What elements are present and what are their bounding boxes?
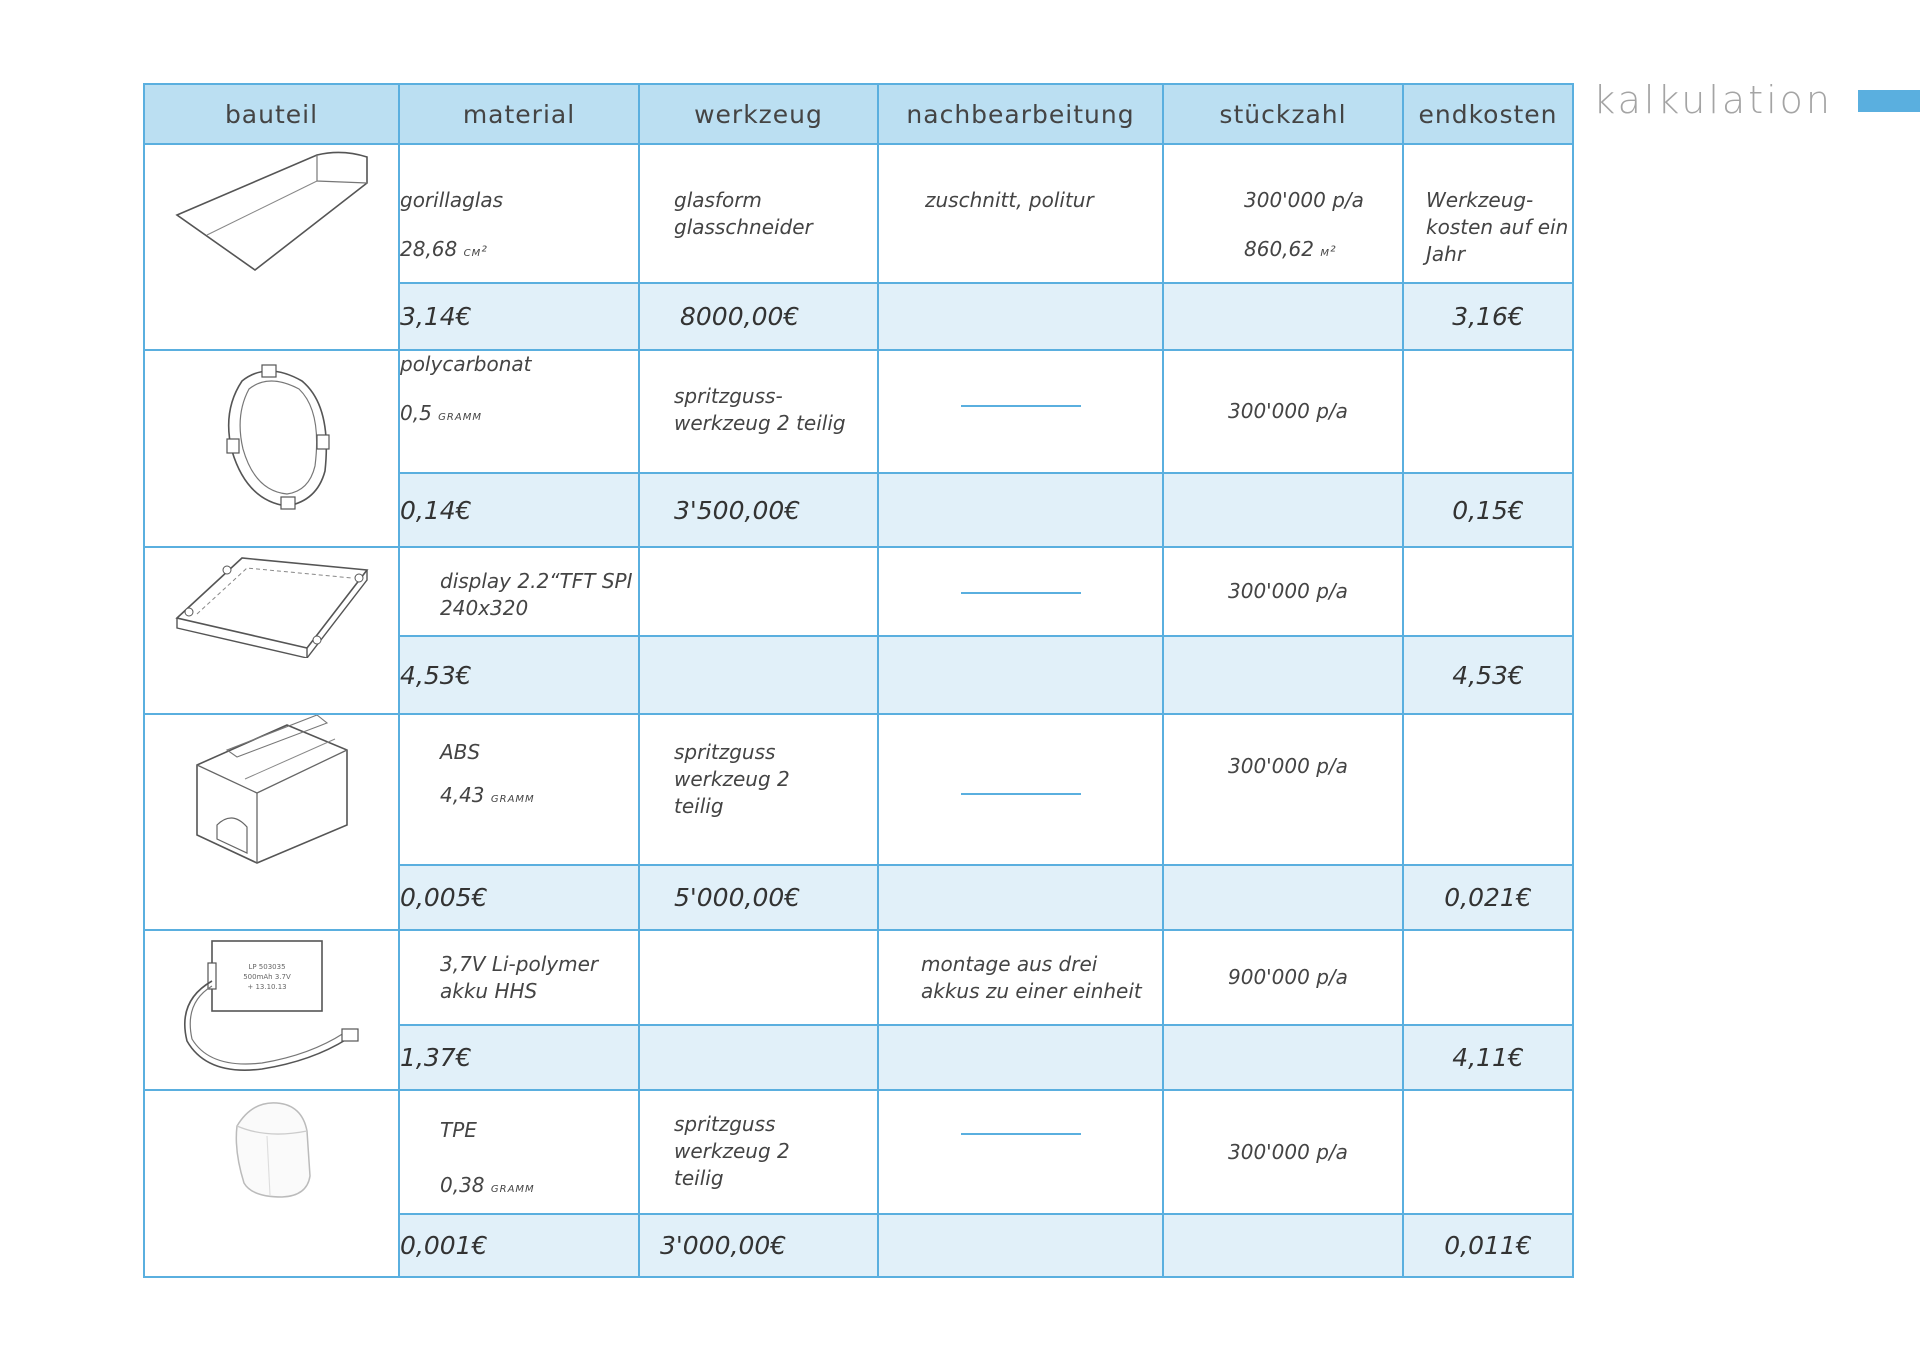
- endkosten-empty: [1403, 1090, 1573, 1214]
- stueckzahl-area: 860,62: [1244, 237, 1314, 261]
- component-image-cell: [144, 547, 399, 714]
- component-image-cell: [144, 714, 399, 930]
- material-amount: 4,43: [440, 783, 485, 807]
- material-amount-line: [400, 236, 638, 266]
- svg-text:500mAh 3.7V: 500mAh 3.7V: [242, 973, 291, 981]
- stueckzahl-area-line: [1244, 236, 1402, 266]
- material-amount-line: [400, 400, 638, 430]
- nachbearbeitung-cell: [878, 714, 1163, 865]
- material-cell: [399, 144, 639, 283]
- werkzeug-cell: glasform glasschneider: [639, 144, 878, 283]
- material-unit: gramm: [490, 1180, 535, 1196]
- nachbearbeitung-cell: [878, 350, 1163, 473]
- header-werkzeug: werkzeug: [639, 84, 878, 144]
- stueckzahl-cell: 300'000 p/a: [1163, 547, 1403, 636]
- material-cost: 4,53€: [399, 636, 639, 714]
- header-endkosten: endkosten: [1403, 84, 1573, 144]
- header-bauteil: bauteil: [144, 84, 399, 144]
- nachbearbeitung-cost-empty: [878, 1025, 1163, 1090]
- material-cell: [399, 714, 639, 865]
- material-cell: [399, 350, 639, 473]
- table-row-info: [144, 930, 1573, 1025]
- stueckzahl-cell: 300'000 p/a: [1163, 350, 1403, 473]
- empty-dash: [961, 405, 1081, 407]
- nachbearbeitung-cell: [878, 1090, 1163, 1214]
- material-name: polycarbonat: [400, 352, 532, 376]
- housing-box-icon: [187, 715, 357, 865]
- endkosten-empty: [1403, 547, 1573, 636]
- material-cell: display 2.2“TFT SPI 240x320: [399, 547, 639, 636]
- stueckzahl-area-unit: m²: [1320, 244, 1337, 260]
- material-amount: 0,38: [440, 1173, 485, 1197]
- werkzeug-cost: 3'500,00€: [639, 473, 878, 547]
- svg-text:LP 503035: LP 503035: [247, 963, 286, 971]
- nachbearbeitung-cost-empty: [878, 1214, 1163, 1277]
- title-accent-bar: [1858, 90, 1920, 112]
- table-row-info: [144, 144, 1573, 283]
- table-row-info: [144, 714, 1573, 865]
- endkosten-value: 4,53€: [1403, 636, 1573, 714]
- material-name: TPE: [440, 1118, 477, 1142]
- material-cell: [399, 1090, 639, 1214]
- header-stueckzahl: stückzahl: [1163, 84, 1403, 144]
- werkzeug-empty: [639, 930, 878, 1025]
- svg-text:+ 13.10.13: + 13.10.13: [246, 983, 287, 991]
- frame-ring-icon: [207, 351, 337, 516]
- empty-dash: [961, 793, 1081, 795]
- stueckzahl-cost-empty: [1163, 636, 1403, 714]
- endkosten-value: 4,11€: [1403, 1025, 1573, 1090]
- material-cost: 0,001€: [399, 1214, 639, 1277]
- display-module-icon: [167, 548, 377, 658]
- calculation-table: [143, 83, 1574, 1278]
- tpe-cap-icon: [222, 1091, 322, 1201]
- nachbearbeitung-cost-empty: [878, 473, 1163, 547]
- material-amount: 0,5: [400, 401, 432, 425]
- header-row: [144, 84, 1573, 144]
- werkzeug-cell: spritzguss-werkzeug 2 teilig: [639, 350, 878, 473]
- endkosten-empty: [1403, 930, 1573, 1025]
- material-cost: 3,14€: [399, 283, 639, 350]
- material-amount: 28,68: [400, 237, 458, 261]
- werkzeug-empty: [639, 547, 878, 636]
- nachbearbeitung-cost-empty: [878, 283, 1163, 350]
- endkosten-note: Werkzeug-kosten auf ein Jahr: [1403, 144, 1573, 283]
- endkosten-empty: [1403, 350, 1573, 473]
- table-row-info: [144, 547, 1573, 636]
- stueckzahl-cost-empty: [1163, 1214, 1403, 1277]
- battery-pack-icon: [172, 931, 372, 1081]
- material-cost: 1,37€: [399, 1025, 639, 1090]
- stueckzahl-cell: 300'000 p/a: [1163, 1090, 1403, 1214]
- header-nachbearbeitung: nachbearbeitung: [878, 84, 1163, 144]
- stueckzahl-cost-empty: [1163, 865, 1403, 930]
- endkosten-value: 0,15€: [1403, 473, 1573, 547]
- stueckzahl-cost-empty: [1163, 283, 1403, 350]
- component-image-cell: [144, 930, 399, 1090]
- endkosten-value: 0,021€: [1403, 865, 1573, 930]
- material-unit: gramm: [438, 408, 482, 424]
- material-name: gorillaglas: [400, 188, 504, 212]
- header-material: material: [399, 84, 639, 144]
- werkzeug-cost: 3'000,00€: [639, 1214, 878, 1277]
- component-image-cell: [144, 350, 399, 547]
- material-amount-line: [440, 782, 638, 812]
- component-image-cell: [144, 1090, 399, 1277]
- stueckzahl-value: 300'000 p/a: [1244, 188, 1364, 212]
- material-unit: gramm: [490, 790, 535, 806]
- endkosten-empty: [1403, 714, 1573, 865]
- nachbearbeitung-cost-empty: [878, 865, 1163, 930]
- endkosten-value: 3,16€: [1403, 283, 1573, 350]
- stueckzahl-cost-empty: [1163, 473, 1403, 547]
- werkzeug-cost-empty: [639, 636, 878, 714]
- page-title: kalkulation: [1593, 78, 1833, 122]
- component-image-cell: [144, 144, 399, 350]
- table-row-info: [144, 350, 1573, 473]
- nachbearbeitung-cost-empty: [878, 636, 1163, 714]
- empty-dash: [961, 592, 1081, 594]
- stueckzahl-cell: 900'000 p/a: [1163, 930, 1403, 1025]
- stueckzahl-cell: [1163, 144, 1403, 283]
- table-row-info: [144, 1090, 1573, 1214]
- nachbearbeitung-cell: zuschnitt, politur: [878, 144, 1163, 283]
- stueckzahl-cost-empty: [1163, 1025, 1403, 1090]
- werkzeug-cell: spritzguss werkzeug 2 teilig: [639, 1090, 878, 1214]
- nachbearbeitung-cell: montage aus drei akkus zu einer einheit: [878, 930, 1163, 1025]
- material-cost: 0,005€: [399, 865, 639, 930]
- material-unit: cm²: [463, 244, 488, 260]
- werkzeug-cost: 8000,00€: [639, 283, 878, 350]
- endkosten-value: 0,011€: [1403, 1214, 1573, 1277]
- material-amount-line: [440, 1172, 638, 1202]
- glass-panel-icon: [167, 145, 377, 275]
- material-name: ABS: [440, 740, 481, 764]
- werkzeug-cell: spritzguss werkzeug 2 teilig: [639, 714, 878, 865]
- material-cell: 3,7V Li-polymer akku HHS: [399, 930, 639, 1025]
- nachbearbeitung-cell: [878, 547, 1163, 636]
- stueckzahl-cell: 300'000 p/a: [1163, 714, 1403, 865]
- material-cost: 0,14€: [399, 473, 639, 547]
- werkzeug-cost-empty: [639, 1025, 878, 1090]
- empty-dash: [961, 1133, 1081, 1135]
- werkzeug-cost: 5'000,00€: [639, 865, 878, 930]
